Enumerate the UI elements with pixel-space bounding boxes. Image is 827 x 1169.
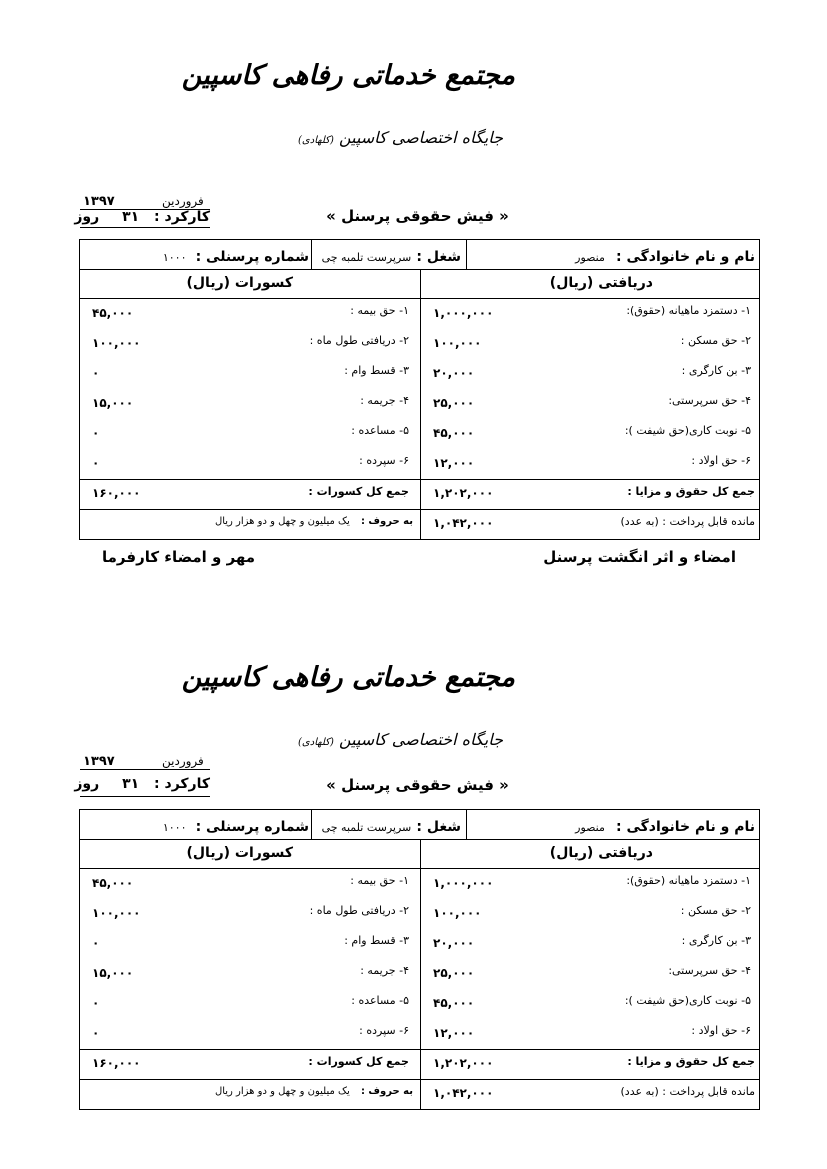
net-pay-label: مانده قابل پرداخت : (به عدد)	[620, 515, 755, 528]
amount-in-words: به حروف : یک میلیون و چهل و دو هزار ریال	[214, 516, 413, 527]
employee-signature-label: امضاء و اثر انگشت پرسنل	[543, 548, 736, 566]
deduction-label: ۴- جریمه :	[360, 394, 409, 407]
deduction-value: ۴۵,۰۰۰	[92, 306, 134, 320]
company-logo	[181, 60, 515, 160]
earning-label: ۴- حق سرپرستی:	[668, 964, 751, 977]
earning-value: ۲۰,۰۰۰	[433, 366, 475, 380]
deduction-label: ۲- دریافتی طول ماه :	[309, 904, 409, 917]
divider	[311, 240, 312, 269]
earning-value: ۲۰,۰۰۰	[433, 936, 475, 950]
earning-value: ۱۰۰,۰۰۰	[433, 906, 482, 920]
earnings-total-label: جمع کل حقوق و مزایا :	[627, 1055, 755, 1068]
deduction-value: ۱۰۰,۰۰۰	[92, 906, 141, 920]
earnings-total-value: ۱,۲۰۲,۰۰۰	[433, 1056, 494, 1070]
deduction-label: ۱- حق بیمه :	[350, 304, 409, 317]
earning-label: ۴- حق سرپرستی:	[668, 394, 751, 407]
deduction-value: ۱۵,۰۰۰	[92, 396, 134, 410]
payslip-table	[79, 239, 760, 540]
deductions-total-label: جمع کل کسورات :	[308, 1055, 409, 1068]
company-subtitle: جایگاه اختصاصی کاسپین (کلهادی)	[298, 730, 503, 749]
deduction-value: ۰	[92, 936, 100, 950]
deduction-value: ۰	[92, 996, 100, 1010]
date-month: فروردین	[162, 754, 204, 768]
date-year: ۱۳۹۷	[83, 754, 115, 769]
net-pay-label: مانده قابل پرداخت : (به عدد)	[620, 1085, 755, 1098]
workdays: کارکرد : ۳۱ روز	[74, 209, 210, 225]
deduction-label: ۳- قسط وام :	[344, 934, 409, 947]
deduction-label: ۴- جریمه :	[360, 964, 409, 977]
earnings-total-label: جمع کل حقوق و مزایا :	[627, 485, 755, 498]
earnings-header: دریافتی (ریال)	[549, 845, 653, 861]
earning-value: ۴۵,۰۰۰	[433, 996, 475, 1010]
company-name: مجتمع خدماتی رفاهی کاسپین	[181, 662, 515, 693]
divider	[420, 839, 421, 1109]
slip-title: « فیش حقوقی پرسنل »	[326, 776, 509, 794]
earning-label: ۲- حق مسکن :	[680, 334, 751, 347]
date-box	[74, 754, 210, 792]
deductions-total-label: جمع کل کسورات :	[308, 485, 409, 498]
employee-name: نام و نام خانوادگی : منصور	[575, 819, 755, 835]
company-subtitle: جایگاه اختصاصی کاسپین (کلهادی)	[298, 128, 503, 147]
earning-value: ۱۲,۰۰۰	[433, 1026, 475, 1040]
employee-id: شماره پرسنلی : ۱۰۰۰	[162, 819, 309, 835]
slip-title: « فیش حقوقی پرسنل »	[326, 207, 509, 225]
deductions-header: کسورات (ریال)	[186, 275, 293, 291]
earning-label: ۳- بن کارگری :	[681, 934, 751, 947]
employee-id: شماره پرسنلی : ۱۰۰۰	[162, 249, 309, 265]
earnings-total-value: ۱,۲۰۲,۰۰۰	[433, 486, 494, 500]
deductions-total-value: ۱۶۰,۰۰۰	[92, 486, 141, 500]
amount-in-words: به حروف : یک میلیون و چهل و دو هزار ریال	[214, 1086, 413, 1097]
earning-label: ۱- دستمزد ماهیانه (حقوق):	[626, 874, 751, 887]
deduction-label: ۵- مساعده :	[351, 994, 409, 1007]
earning-value: ۱,۰۰۰,۰۰۰	[433, 306, 494, 320]
employee-job: شغل : سرپرست تلمبه چی	[321, 819, 461, 835]
date-year: ۱۳۹۷	[83, 194, 115, 209]
earning-value: ۱۰۰,۰۰۰	[433, 336, 482, 350]
divider	[466, 810, 467, 839]
earning-label: ۲- حق مسکن :	[680, 904, 751, 917]
company-name: مجتمع خدماتی رفاهی کاسپین	[181, 60, 515, 91]
net-pay-value: ۱,۰۴۲,۰۰۰	[433, 516, 494, 530]
divider	[80, 769, 210, 770]
deduction-value: ۰	[92, 456, 100, 470]
date-month: فروردین	[162, 194, 204, 208]
earning-label: ۱- دستمزد ماهیانه (حقوق):	[626, 304, 751, 317]
divider	[80, 227, 210, 228]
earning-value: ۲۵,۰۰۰	[433, 396, 475, 410]
deduction-label: ۲- دریافتی طول ماه :	[309, 334, 409, 347]
deduction-value: ۱۰۰,۰۰۰	[92, 336, 141, 350]
date-box	[74, 194, 210, 228]
deductions-header: کسورات (ریال)	[186, 845, 293, 861]
deduction-label: ۶- سپرده :	[359, 1024, 409, 1037]
company-logo	[181, 662, 515, 762]
deduction-label: ۶- سپرده :	[359, 454, 409, 467]
earning-value: ۱,۰۰۰,۰۰۰	[433, 876, 494, 890]
earning-label: ۶- حق اولاد :	[691, 454, 751, 467]
employee-job: شغل : سرپرست تلمبه چی	[321, 249, 461, 265]
deduction-value: ۰	[92, 1026, 100, 1040]
earning-value: ۱۲,۰۰۰	[433, 456, 475, 470]
earning-label: ۳- بن کارگری :	[681, 364, 751, 377]
deduction-value: ۴۵,۰۰۰	[92, 876, 134, 890]
employer-signature-label: مهر و امضاء کارفرما	[102, 548, 256, 566]
divider	[311, 810, 312, 839]
divider	[420, 269, 421, 539]
divider	[80, 796, 210, 797]
earning-label: ۶- حق اولاد :	[691, 1024, 751, 1037]
earning-label: ۵- نوبت کاری(حق شیفت ):	[624, 424, 751, 437]
deduction-value: ۱۵,۰۰۰	[92, 966, 134, 980]
deduction-label: ۵- مساعده :	[351, 424, 409, 437]
employee-name: نام و نام خانوادگی : منصور	[575, 249, 755, 265]
divider	[466, 240, 467, 269]
payslip-table	[79, 809, 760, 1110]
workdays: کارکرد : ۳۱ روز	[74, 776, 210, 792]
deductions-total-value: ۱۶۰,۰۰۰	[92, 1056, 141, 1070]
deduction-value: ۰	[92, 426, 100, 440]
earning-value: ۲۵,۰۰۰	[433, 966, 475, 980]
net-pay-value: ۱,۰۴۲,۰۰۰	[433, 1086, 494, 1100]
earning-label: ۵- نوبت کاری(حق شیفت ):	[624, 994, 751, 1007]
deduction-label: ۱- حق بیمه :	[350, 874, 409, 887]
earning-value: ۴۵,۰۰۰	[433, 426, 475, 440]
earnings-header: دریافتی (ریال)	[549, 275, 653, 291]
deduction-value: ۰	[92, 366, 100, 380]
deduction-label: ۳- قسط وام :	[344, 364, 409, 377]
